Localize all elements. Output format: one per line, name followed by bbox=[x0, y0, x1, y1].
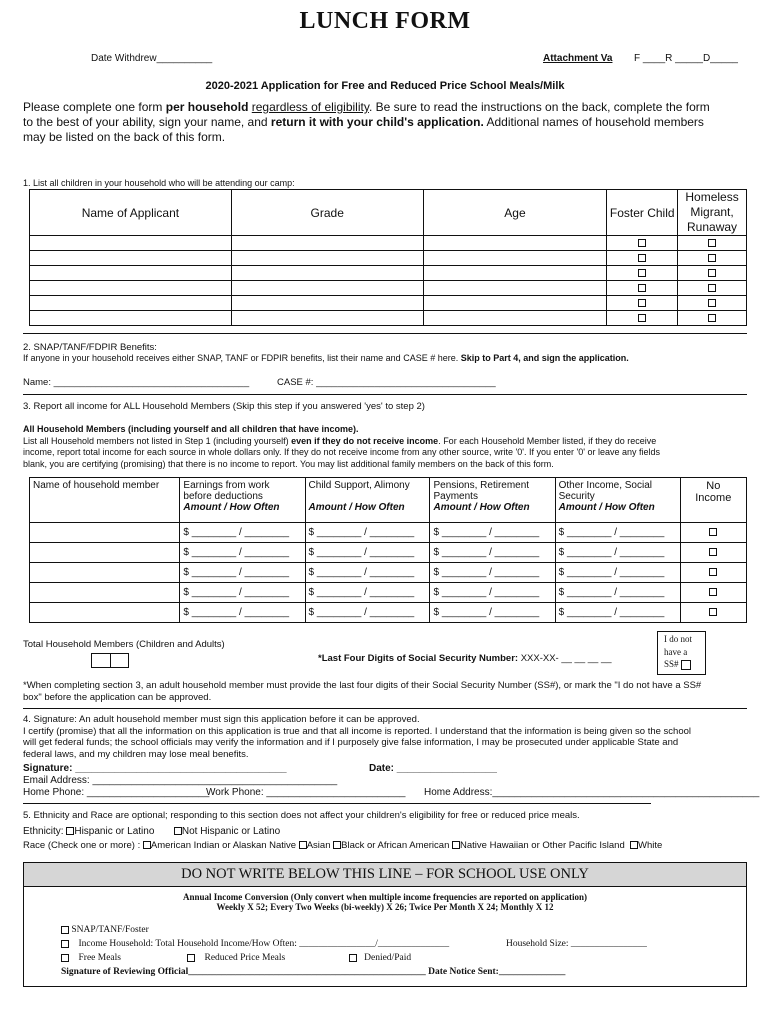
divider bbox=[23, 708, 747, 709]
col-other-income: Other Income, Social Security Amount / How Often bbox=[555, 478, 680, 523]
step3-label: 3. Report all income for ALL Household Members (Skip this step if you answered 'yes' to step 2) bbox=[23, 401, 425, 412]
table-row: $ ________ / ________ $ ________ / ________ $ ________ / ________ $ ________ / ________ bbox=[30, 583, 747, 603]
children-table bbox=[29, 189, 747, 326]
reduced-meals-option: Reduced Price Meals bbox=[187, 953, 285, 963]
no-income-checkbox[interactable] bbox=[709, 528, 717, 536]
table-row bbox=[30, 251, 747, 266]
foster-checkbox[interactable] bbox=[638, 269, 646, 277]
snap-name-field[interactable]: Name: _____________________________________ bbox=[23, 377, 250, 388]
no-income-checkbox[interactable] bbox=[709, 588, 717, 596]
step2-text: If anyone in your household receives either SNAP, TANF or FDPIR benefits, list their name and CASE # here. Skip to Part 4, and sign the application. bbox=[23, 353, 629, 363]
no-income-checkbox[interactable] bbox=[709, 608, 717, 616]
signature-field[interactable]: Signature: ______________________________________ bbox=[23, 763, 287, 774]
ssn-note: *When completing section 3, an adult household member must provide the last four digits of their Social Security Number (SS#), or mark the "I do not have a SS# box" before the application can be approved. bbox=[23, 680, 702, 703]
snap-checkbox[interactable] bbox=[61, 926, 69, 934]
no-ssn-box: I do not have a SS# bbox=[657, 631, 706, 675]
date-withdrew-field[interactable]: Date Withdrew__________ bbox=[91, 53, 213, 64]
foster-checkbox[interactable] bbox=[638, 314, 646, 322]
denied-option: Denied/Paid bbox=[349, 953, 411, 963]
income-conversion-formula: Weekly X 52; Every Two Weeks (bi-weekly) X 26; Twice Per Month X 24; Monthly X 12 bbox=[216, 902, 554, 912]
email-field[interactable]: Email Address: ____________________________________________ bbox=[23, 775, 338, 786]
foster-checkbox[interactable] bbox=[638, 299, 646, 307]
step2-label: 2. SNAP/TANF/FDPIR Benefits: bbox=[23, 342, 157, 353]
race-row: Race (Check one or more) : American Indian or Alaskan Native Asian Black or African American Native Hawaiian or Other Pacific Island White bbox=[23, 840, 663, 851]
income-conversion-title: Annual Income Conversion (Only convert when multiple income frequencies are reported on application) bbox=[183, 892, 587, 902]
col-household-member: Name of household member bbox=[30, 478, 180, 523]
col-homeless-migrant-runaway: Homeless Migrant, Runaway bbox=[678, 190, 747, 236]
homeless-checkbox[interactable] bbox=[708, 314, 716, 322]
col-earnings: Earnings from work before deductions Amount / How Often bbox=[180, 478, 305, 523]
table-row: $ ________ / ________ $ ________ / ________ $ ________ / ________ $ ________ / ________ bbox=[30, 563, 747, 583]
divider bbox=[23, 394, 747, 395]
reduced-meals-checkbox[interactable] bbox=[187, 954, 195, 962]
col-foster-child: Foster Child bbox=[607, 190, 678, 236]
race-black-checkbox[interactable] bbox=[333, 841, 341, 849]
table-row: $ ________ / ________ $ ________ / ________ $ ________ / ________ $ ________ / ________ bbox=[30, 603, 747, 623]
table-row: $ ________ / ________ $ ________ / ________ $ ________ / ________ $ ________ / ________ bbox=[30, 543, 747, 563]
homeless-checkbox[interactable] bbox=[708, 299, 716, 307]
table-row bbox=[30, 311, 747, 326]
homeless-checkbox[interactable] bbox=[708, 239, 716, 247]
table-row bbox=[30, 236, 747, 251]
race-american-indian-checkbox[interactable] bbox=[143, 841, 151, 849]
col-grade: Grade bbox=[231, 190, 423, 236]
income-table bbox=[29, 477, 747, 623]
step4-text: 4. Signature: An adult household member must sign this application before it can be approved. I certify (promise) that all the information on this application is true and that all income is reported. I understand that the information is being given so the school will get federal funds; the school officials may verify the information and if I purposely give false information, I may be prosecuted under applicable State and federal laws, and my children may lose meal benefits. bbox=[23, 714, 691, 760]
col-age: Age bbox=[423, 190, 607, 236]
ethnicity-row: Ethnicity: Hispanic or Latino Not Hispanic or Latino bbox=[23, 826, 281, 837]
ssn-field[interactable]: *Last Four Digits of Social Security Number: XXX-XX- __ __ __ __ bbox=[318, 653, 612, 664]
intro-paragraph: Please complete one form per household regardless of eligibility. Be sure to read the instructions on the back, complete the form to the best of your ability, sign your name, and return it with your child's application. Additional names of household members may be listed on the back of this form. bbox=[23, 100, 710, 144]
foster-checkbox[interactable] bbox=[638, 284, 646, 292]
home-address-field[interactable]: Home Address:________________________________________________ bbox=[424, 787, 760, 798]
application-heading: 2020-2021 Application for Free and Reduced Price School Meals/Milk bbox=[205, 80, 565, 92]
no-income-checkbox[interactable] bbox=[709, 548, 717, 556]
homeless-checkbox[interactable] bbox=[708, 284, 716, 292]
step5-label: 5. Ethnicity and Race are optional; responding to this section does not affect your children's eligibility for free or reduced price meals. bbox=[23, 810, 580, 821]
race-native-hawaiian-checkbox[interactable] bbox=[452, 841, 460, 849]
no-ssn-checkbox[interactable] bbox=[681, 660, 691, 670]
date-field[interactable]: Date: __________________ bbox=[369, 763, 497, 774]
divider bbox=[23, 333, 747, 334]
total-members-label: Total Household Members (Children and Adults) bbox=[23, 639, 225, 650]
race-white-checkbox[interactable] bbox=[630, 841, 638, 849]
col-name-of-applicant: Name of Applicant bbox=[30, 190, 232, 236]
divider bbox=[23, 803, 651, 804]
col-pensions: Pensions, Retirement Payments Amount / How Often bbox=[430, 478, 555, 523]
col-child-support: Child Support, Alimony Amount / How Often bbox=[305, 478, 430, 523]
step3-instructions: All Household Members (including yourself and all children that have income). List all Household members not listed in Step 1 (including yourself) even if they do not receive income. For each Household Member listed, if they do receive income, report total income for each source in whole dollars only. If they do not receive income from any other source, write '0'. If you enter '0' or leave any fields blank, you are certifying (promising) that there is no income to report. You may list additional family members on the back of this form. bbox=[23, 424, 661, 469]
reviewing-official-signature[interactable]: Signature of Reviewing Official__________________________________________________ Date Notice Sent:______________ bbox=[61, 967, 566, 977]
free-meals-checkbox[interactable] bbox=[61, 954, 69, 962]
denied-checkbox[interactable] bbox=[349, 954, 357, 962]
snap-case-field[interactable]: CASE #: __________________________________ bbox=[277, 377, 496, 388]
status-codes-field[interactable]: F ____R _____D_____ bbox=[634, 53, 738, 64]
homeless-checkbox[interactable] bbox=[708, 269, 716, 277]
home-phone-field[interactable]: Home Phone: ______________________ bbox=[23, 787, 210, 798]
total-members-input[interactable] bbox=[91, 653, 129, 668]
table-row bbox=[30, 266, 747, 281]
foster-checkbox[interactable] bbox=[638, 239, 646, 247]
table-row: $ ________ / ________ $ ________ / ________ $ ________ / ________ $ ________ / ________ bbox=[30, 523, 747, 543]
income-household-checkbox[interactable] bbox=[61, 940, 69, 948]
free-meals-option: Free Meals bbox=[61, 953, 121, 963]
form-title: LUNCH FORM bbox=[299, 8, 471, 34]
attachment-label: Attachment Va bbox=[543, 53, 613, 64]
snap-option: SNAP/TANF/Foster bbox=[61, 925, 149, 935]
table-row bbox=[30, 281, 747, 296]
income-household-option: Income Household: Total Household Income/How Often: ________________/_______________ bbox=[61, 939, 449, 949]
work-phone-field[interactable]: Work Phone: _________________________ bbox=[206, 787, 406, 798]
homeless-checkbox[interactable] bbox=[708, 254, 716, 262]
not-hispanic-checkbox[interactable] bbox=[174, 827, 182, 835]
foster-checkbox[interactable] bbox=[638, 254, 646, 262]
race-asian-checkbox[interactable] bbox=[299, 841, 307, 849]
school-use-banner: DO NOT WRITE BELOW THIS LINE – FOR SCHOOL USE ONLY bbox=[24, 863, 746, 887]
table-row bbox=[30, 296, 747, 311]
col-no-income: No Income bbox=[680, 478, 746, 523]
school-use-section bbox=[23, 862, 747, 987]
household-size-field[interactable]: Household Size: ________________ bbox=[506, 939, 647, 949]
no-income-checkbox[interactable] bbox=[709, 568, 717, 576]
step1-label: 1. List all children in your household who will be attending our camp: bbox=[23, 178, 295, 188]
